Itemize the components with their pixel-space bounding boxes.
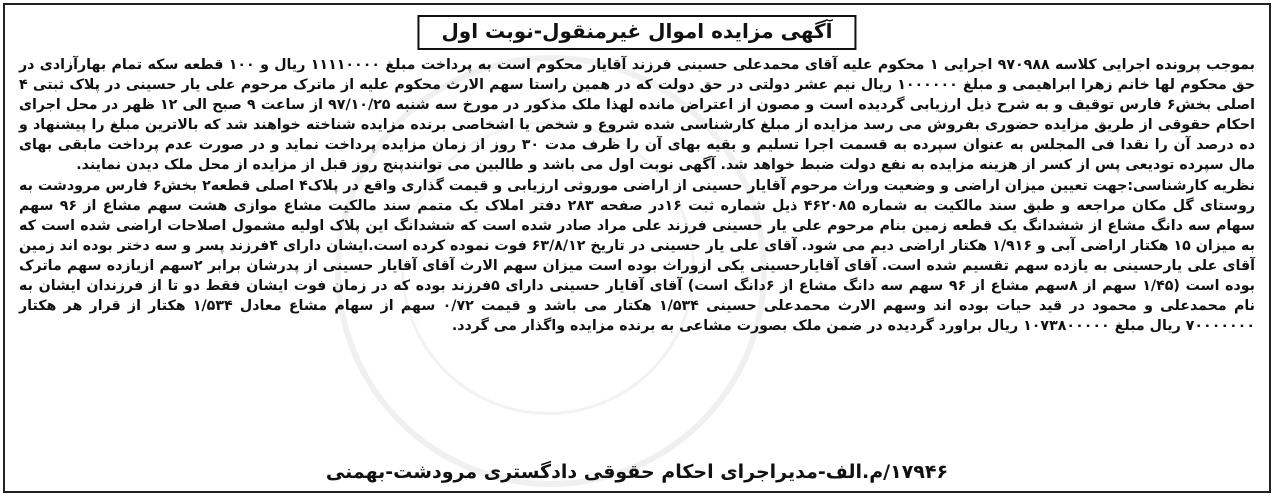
- notice-paragraph-expert-opinion: نظریه کارشناسی:جهت تعیین میزان اراضی و وضعیت وراث مرحوم آقایار حسینی از اراضی موروثی ارزیابی و قیمت گذاری واقع در پلاک۴ اصلی قطعه۲ بخش۶ فارس مرودشت به روستای گل مکان مراجعه و طبق سند مالکیت به شماره ۴۶۲۰۸۵ ذیل شماره ثبت ۱۶در صفحه ۲۸۳ دفتر املاک یک متمم سند مالکیت مشاع موازی هشت سهم مشاع از ۹۶ سهم سهام سه دانگ مشاع از ششدانگ یک قطعه زمین بنام مرحوم علی یار حسینی فرزند علی مراد صادر شده است که ششدانگ این پلاک اولیه مشمول اصلاحات اراضی شده است که به میزان ۱۵ هکتار اراضی آبی و ۱/۹۱۶ هکتار اراضی دیم می شود. آقای علی یار حسینی در تاریخ ۶۳/۸/۱۲ فوت نموده کرده است.ایشان دارای ۴فرزند پسر و سه دختر بوده اند زمین آقای علی یارحسینی به یازده سهم تقسیم شده است. آقای آقایارحسینی یکی ازوراث بوده است میزان سهم الارث آقای آقایار حسینی از پدرشان برابر ۲سهم ازیازده سهم ماترک بوده است (۱/۴۵ سهم از ۸سهم مشاع از ۹۶ سهم سه دانگ مشاع از ۶دانگ است) آقای آقایار حسینی دارای ۵فرزند بوده که در زمان فوت ایشان فقط دو تا از فرزندان ایشان به نام محمدعلی و محمود در قید حیات بوده اند وسهم الارث محمدعلی حسینی ۱/۵۳۴ هکتار می باشد و قیمت ۰/۷۲ سهم از سهام مشاع معادل ۱/۵۳۴ هکتار از قرار هر هکتار ۷۰۰۰۰۰۰۰ ریال مبلغ ۱۰۷۳۸۰۰۰۰۰ ریال براورد گردیده در ضمن ملک بصورت مشاعی به برنده مزایده واگذار می گردد.: [19, 177, 1255, 335]
- notice-signature: ۱۷۹۴۶/م.الف-مدیراجرای احکام حقوقی دادگستری مرودشت-بهمنی: [325, 461, 949, 484]
- auction-notice: [3, 3, 1271, 493]
- notice-body: [19, 55, 1255, 336]
- notice-title: آگهی مزایده اموال غیرمنقول-نوبت اول: [417, 15, 856, 50]
- notice-paragraph-auction: بموجب پرونده اجرایی کلاسه ۹۷۰۹۸۸ اجرایی ۱ محکوم علیه آقای محمدعلی حسینی فرزند آقایار محکوم است به پرداخت مبلغ ۱۱۱۱۰۰۰۰ ریال و ۱۰۰ قطعه سکه تمام بهارآزادی در حق محکوم لها خانم زهرا ابراهیمی و مبلغ ۱۰۰۰۰۰۰ ریال نیم عشر دولتی در حق دولت که در همین راستا سهم الارث محکوم علیه از ماترک مرحوم علی یار حسینی در پلاک ثبتی ۴ اصلی بخش۶ فارس توقیف و به شرح ذیل ارزیابی گردیده است و مصون از اعتراض مانده لهذا ملک مذکور در مورخ سه شنبه ۹۷/۱۰/۲۵ از ساعت ۹ صبح الی ۱۲ ظهر در محل اجرای احکام حقوقی از طریق مزایده حضوری بفروش می رسد مزایده از مبلغ کارشناسی شده شروع و شخص یا اشخاصی برنده مزایده شناخته خواهند شد که بالاترین مبلغ را پیشنهاد و ده درصد آن را نقدا فی المجلس به عنوان سپرده به قسمت اجرا تسلیم و بقیه بهای آن را ظرف مدت ۳۰ روز از زمان مزایده پرداخت نماید و در صورت عدم پرداخت مابقی بهای مال سپرده تودیعی پس از کسر از هزینه مزایده به نفع دولت ضبط خواهد شد. آگهی نوبت اول می باشد و طالبین می توانندپنج روز قبل از مزایده از محل ملک دیدن نمایند.: [19, 57, 1255, 174]
